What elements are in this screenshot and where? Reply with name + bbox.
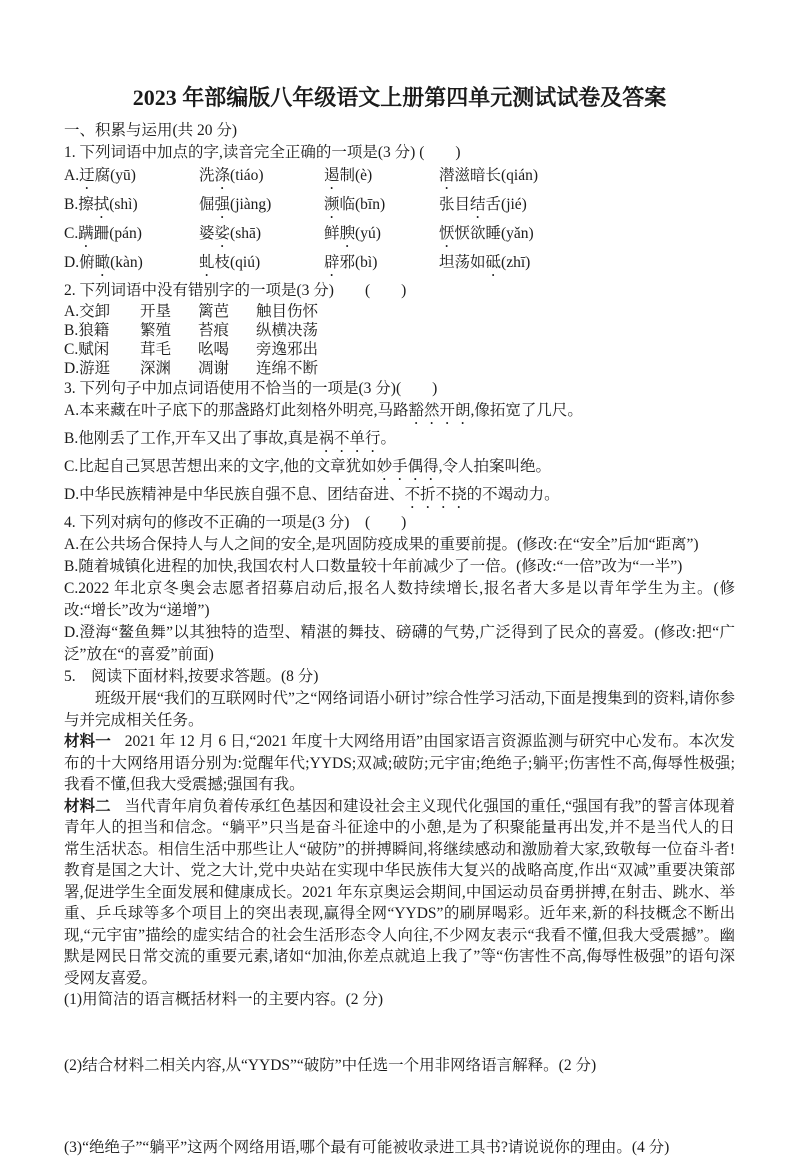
material-1-label: 材料一: [64, 733, 111, 750]
option-cell: 旁逸邪出: [256, 341, 319, 358]
question-2-option-b: [64, 321, 735, 340]
question-1-option-c: [64, 222, 735, 251]
question-3-stem: 3. 下列句子中加点词语使用不恰当的一项是(3 分)( ): [64, 380, 438, 397]
material-1-text: 2021 年 12 月 6 日,“2021 年度十大网络用语”由国家语言资源监测与研究中心发布。本次发布的十大网络用语分别为:觉醒年代;YYDS;双减;破防;元宇宙;绝绝子;躺平;伤害性不高,侮辱性极强;我看不懂,但我大受震撼;强国有我。: [64, 733, 735, 793]
question-2-option-a: [64, 302, 735, 321]
page-title: 2023 年部编版八年级语文上册第四单元测试试卷及答案: [132, 85, 667, 110]
question-4-stem: 4. 下列对病句的修改不正确的一项是(3 分) ( ): [64, 514, 407, 531]
question-4-options: [64, 534, 735, 666]
option-cell: D.俯瞰(kàn): [64, 254, 143, 271]
option-cell: 恹恹欲睡(yǎn): [439, 225, 534, 242]
question-5-intro: 班级开展“我们的互联网时代”之“网络词语小研讨”综合性学习活动,下面是搜集到的资料,请你参与并完成相关任务。: [64, 690, 735, 729]
option-cell: B.擦拭(shì): [64, 196, 138, 213]
question-5-sub-1: (1)用简洁的语言概括材料一的主要内容。(2 分): [64, 991, 384, 1008]
question-2-option-c: [64, 340, 735, 359]
option-cell: C.蹒跚(pán): [64, 225, 142, 242]
option-cell: 遏制(è): [324, 167, 373, 184]
option-cell: 鲜腴(yú): [324, 225, 381, 242]
option-cell: 茸毛: [140, 341, 172, 358]
option-cell: 倔强(jiàng): [199, 196, 272, 213]
material-2: [64, 796, 735, 990]
option-cell: 连绵不断: [256, 360, 319, 377]
option-cell: 繁殖: [140, 322, 172, 339]
option-cell: 纵横决荡: [256, 322, 319, 339]
option-cell: 吆喝: [198, 341, 230, 358]
option-cell: D.游逛: [64, 360, 111, 377]
question-1-option-a: [64, 164, 735, 193]
question-3-option-b: B.他刚丢了工作,开车又出了事故,真是祸不单行。: [64, 430, 396, 447]
question-5-stem: 5. 阅读下面材料,按要求答题。(8 分): [64, 668, 319, 685]
section-1-heading: 一、积累与运用(共 20 分): [64, 122, 238, 139]
question-3-options: [64, 400, 735, 512]
option-cell: 潜滋暗长(qián): [439, 167, 539, 184]
material-2-label: 材料二: [64, 797, 111, 815]
question-3-option-d: D.中华民族精神是中华民族自强不息、团结奋进、不折不挠的不竭动力。: [64, 486, 560, 503]
option-cell: 洗涤(tiáo): [199, 167, 264, 184]
option-cell: A.交卸: [64, 303, 111, 320]
question-1-option-b: [64, 193, 735, 222]
option-cell: 苔痕: [198, 322, 230, 339]
question-2-option-d: [64, 359, 735, 378]
option-cell: 虬枝(qiú): [199, 254, 261, 271]
question-3-option-a: A.本来藏在叶子底下的那盏路灯此刻格外明亮,马路豁然开朗,像拓宽了几尺。: [64, 402, 583, 419]
question-1-stem: 1. 下列词语中加点的字,读音完全正确的一项是(3 分) ( ): [64, 144, 461, 161]
option-cell: 坦荡如砥(zhī): [439, 254, 531, 271]
question-5-sub-3: (3)“绝绝子”“躺平”这两个网络用语,哪个最有可能被收录进工具书?请说说你的理由。(4 分): [64, 1139, 670, 1156]
question-4-option-b: B.随着城镇化进程的加快,我国农村人口数量较十年前减少了一倍。(修改:“一倍”改为“一半”): [64, 558, 683, 575]
material-2-text: 当代青年肩负着传承红色基因和建设社会主义现代化强国的重任,“强国有我”的誓言体现着青年人的担当和信念。“躺平”只当是奋斗征途中的小憩,是为了积聚能量再出发,并不是当代人的日常生活状态。相信生活中那些让人“破防”的拼搏瞬间,将继续感动和激励着大家,致敬每一位奋斗者!教育是国之大计、党之大计,党中央站在实现中华民族伟大复兴的战略高度,作出“双减”重要决策部署,促进学生全面发展和健康成长。2021 年东京奥运会期间,中国运动员奋勇拼搏,在射击、跳水、举重、乒乓球等多个项目上的突出表现,赢得全网“YYDS”的刷屏喝彩。近年来,新的科技概念不断出现,“元宇宙”描绘的虚实结合的社会生活形态令人向往,不少网友表示“我看不懂,但我大受震撼”。幽默是网民日常交流的重要元素,诸如“加油,你差点就追上我了”等“伤害性不高,侮辱性极强”的语句深受网友喜爱。: [64, 797, 735, 987]
option-cell: 开垦: [140, 303, 172, 320]
question-1-option-d: [64, 251, 735, 280]
question-4-option-d: D.澄海“鳌鱼舞”以其独特的造型、精湛的舞技、磅礴的气势,广泛得到了民众的喜爱。(修改:把“广泛”放在“的喜爱”前面): [64, 624, 735, 663]
question-5-sub-2: (2)结合材料二相关内容,从“YYDS”“破防”中任选一个用非网络语言解释。(2 分): [64, 1057, 597, 1074]
question-4-option-c: C.2022 年北京冬奥会志愿者招募启动后,报名人数持续增长,报名者大多是以青年学生为主。(修改:“增长”改为“递增”): [64, 580, 735, 619]
question-2-stem: 2. 下列词语中没有错别字的一项是(3 分) ( ): [64, 282, 407, 299]
option-cell: 凋谢: [198, 360, 230, 377]
option-cell: A.迂腐(yū): [64, 167, 136, 184]
option-cell: 濒临(bīn): [324, 196, 386, 213]
question-2-options: [64, 302, 735, 378]
answer-space: [64, 1011, 735, 1055]
option-cell: 婆娑(shā): [199, 225, 262, 242]
option-cell: 张目结舌(jié): [439, 196, 527, 213]
option-cell: 辟邪(bì): [324, 254, 378, 271]
answer-space: [64, 1077, 735, 1137]
option-cell: 深渊: [140, 360, 172, 377]
question-4-option-a: A.在公共场合保持人与人之间的安全,是巩固防疫成果的重要前提。(修改:在“安全”后加“距离”): [64, 536, 699, 553]
option-cell: C.赋闲: [64, 341, 110, 358]
question-3-option-c: C.比起自己冥思苦想出来的文字,他的文章犹如妙手偶得,令人拍案叫绝。: [64, 458, 551, 475]
material-1: [64, 731, 735, 796]
option-cell: 篱芭: [198, 303, 230, 320]
option-cell: 触目伤怀: [256, 303, 319, 320]
option-cell: B.狼籍: [64, 322, 110, 339]
question-1-options: [64, 164, 735, 280]
